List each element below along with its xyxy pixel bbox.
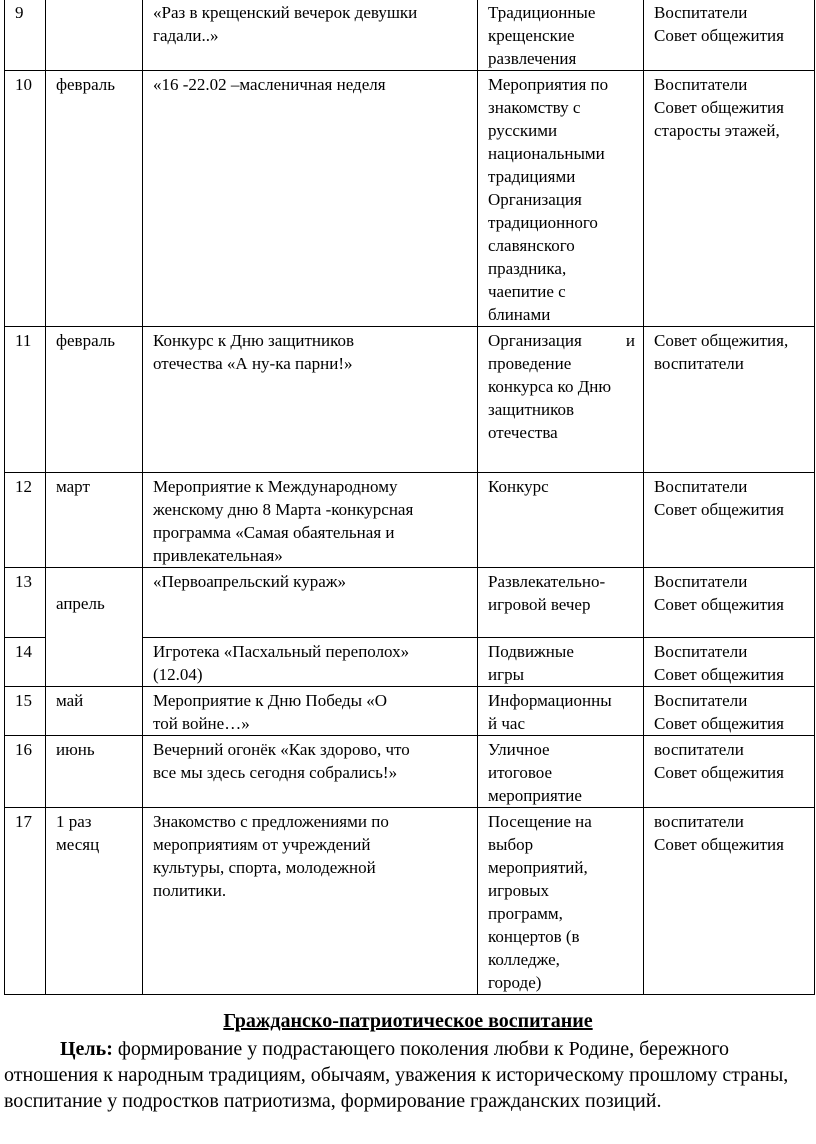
cell-line: русскими	[488, 121, 558, 140]
event-cell	[143, 687, 478, 736]
row-number: 12	[5, 473, 46, 568]
row-number: 10	[5, 71, 46, 327]
cell-line: городе)	[488, 973, 542, 992]
month-cell	[46, 0, 143, 71]
cell-line: знакомству с	[488, 98, 581, 117]
event-cell	[143, 568, 478, 638]
cell-line: Воспитатели	[654, 642, 748, 661]
cell-line: блинами	[488, 305, 551, 324]
cell-line: Воспитатели	[654, 3, 748, 22]
responsible-cell	[644, 687, 815, 736]
responsible-cell	[644, 568, 815, 638]
form-first-left: Организация	[488, 331, 582, 350]
cell-line: Мероприятие к Дню Победы «О	[153, 691, 388, 710]
responsible-cell	[644, 327, 815, 473]
cell-line: концертов (в	[488, 927, 580, 946]
row-number: 11	[5, 327, 46, 473]
cell-line: национальными	[488, 144, 605, 163]
cell-line: конкурса ко Дню	[488, 377, 612, 396]
cell-line: той войне…»	[153, 714, 250, 733]
cell-line: мероприятиям от учреждений	[153, 835, 371, 854]
form-cell	[478, 71, 644, 327]
cell-line: Совет общежития	[654, 763, 784, 782]
cell-line: игры	[488, 665, 524, 684]
month-label: апрель	[56, 594, 105, 613]
responsible-cell	[644, 71, 815, 327]
cell-line: Подвижные	[488, 642, 574, 661]
cell-line: Игротека «Пасхальный переполох»	[153, 642, 410, 661]
cell-line: «Первоапрельский кураж»	[153, 572, 346, 591]
cell-line: Традиционные	[488, 3, 596, 22]
cell-line: Знакомство с предложениями по	[153, 812, 389, 831]
civic-patriotic-section	[0, 1008, 816, 1114]
month-cell	[46, 808, 143, 995]
cell-line: колледже,	[488, 950, 560, 969]
section-heading: Гражданско-патриотическое воспитание	[223, 1010, 593, 1032]
cell-line: женскому дню 8 Марта -конкурсная	[153, 500, 414, 519]
form-first-line	[488, 329, 635, 352]
cell-line: Совет общежития	[654, 26, 784, 45]
responsible-cell	[644, 736, 815, 808]
table-row	[5, 687, 815, 736]
cell-line: 1 раз	[56, 812, 92, 831]
form-cell	[478, 473, 644, 568]
form-cell	[478, 736, 644, 808]
cell-line: традиционного	[488, 213, 598, 232]
cell-line: чаепитие с	[488, 282, 566, 301]
responsible-cell	[644, 0, 815, 71]
month-cell: февраль	[46, 327, 143, 473]
goal-paragraph	[4, 1036, 812, 1114]
cell-line: Организация	[488, 190, 582, 209]
cell-line: Конкурс	[488, 477, 549, 496]
cell-line: игровых	[488, 881, 550, 900]
cell-line: Совет общежития	[654, 665, 784, 684]
cell-line: воспитатели	[654, 354, 744, 373]
cell-line: «Раз в крещенский вечерок девушки	[153, 3, 418, 22]
cell-line: Мероприятия по	[488, 75, 609, 94]
cell-line: культуры, спорта, молодежной	[153, 858, 376, 877]
cell-line: проведение	[488, 354, 572, 373]
form-first-right: и	[625, 331, 635, 350]
cell-line: (12.04)	[153, 665, 203, 684]
cell-line: Совет общежития	[654, 714, 784, 733]
cell-line: Развлекательно-	[488, 572, 606, 591]
event-cell	[143, 327, 478, 473]
cell-line: отечества	[488, 423, 558, 442]
cell-line: «16 -22.02 –масленичная неделя	[153, 75, 386, 94]
cell-line: все мы здесь сегодня собрались!»	[153, 763, 398, 782]
cell-line: политики.	[153, 881, 227, 900]
month-cell: март	[46, 473, 143, 568]
cell-line: программа «Самая обаятельная и	[153, 523, 395, 542]
table-row	[5, 808, 815, 995]
cell-line: Воспитатели	[654, 691, 748, 710]
event-cell	[143, 638, 478, 687]
event-cell	[143, 808, 478, 995]
cell-line: традициями	[488, 167, 576, 186]
form-cell	[478, 0, 644, 71]
row-number: 14	[5, 638, 46, 687]
table-row	[5, 0, 815, 71]
responsible-cell	[644, 638, 815, 687]
cell-line: Мероприятие к Международному	[153, 477, 398, 496]
cell-line: месяц	[56, 835, 100, 854]
cell-line: привлекательная»	[153, 546, 283, 565]
cell-line: Вечерний огонёк «Как здорово, что	[153, 740, 410, 759]
event-cell	[143, 736, 478, 808]
cell-line: й час	[488, 714, 525, 733]
event-cell	[143, 473, 478, 568]
cell-line: праздника,	[488, 259, 567, 278]
cell-line: мероприятий,	[488, 858, 588, 877]
cell-line: Воспитатели	[654, 572, 748, 591]
cell-line: Совет общежития	[654, 500, 784, 519]
responsible-cell	[644, 473, 815, 568]
row-number: 15	[5, 687, 46, 736]
cell-line: Посещение на	[488, 812, 592, 831]
events-plan-table	[4, 0, 815, 995]
cell-line: развлечения	[488, 49, 577, 68]
form-cell	[478, 638, 644, 687]
row-number: 9	[5, 0, 46, 71]
cell-line: гадали..»	[153, 26, 219, 45]
cell-line: выбор	[488, 835, 534, 854]
cell-line: крещенские	[488, 26, 575, 45]
cell-line: отечества «А ну-ка парни!»	[153, 354, 353, 373]
cell-line: Совет общежития	[654, 595, 784, 614]
cell-line: Воспитатели	[654, 477, 748, 496]
form-cell	[478, 808, 644, 995]
cell-line: Конкурс к Дню защитников	[153, 331, 355, 350]
month-cell: февраль	[46, 71, 143, 327]
table-row	[5, 568, 815, 638]
table-row	[5, 473, 815, 568]
cell-line: воспитатели	[654, 740, 744, 759]
form-cell	[478, 687, 644, 736]
table-row	[5, 71, 815, 327]
cell-line: игровой вечер	[488, 595, 591, 614]
cell-line: Уличное	[488, 740, 550, 759]
event-cell	[143, 71, 478, 327]
event-cell	[143, 0, 478, 71]
cell-line: славянского	[488, 236, 575, 255]
row-number: 16	[5, 736, 46, 808]
month-cell: май	[46, 687, 143, 736]
responsible-cell	[644, 808, 815, 995]
form-cell	[478, 327, 644, 473]
month-cell: июнь	[46, 736, 143, 808]
cell-line: старосты этажей,	[654, 121, 780, 140]
row-number: 17	[5, 808, 46, 995]
cell-line: программ,	[488, 904, 563, 923]
row-number: 13	[5, 568, 46, 638]
cell-line: мероприятие	[488, 786, 582, 805]
goal-label: Цель:	[60, 1038, 113, 1060]
cell-line: Информационны	[488, 691, 612, 710]
goal-text: формирование у подрастающего поколения любви к Родине, бережного отношения к народным традициям, обычаям, уважения к историческому прошлому страны, воспитание у подростков патриотизма, формирование гражданских позиций.	[4, 1038, 789, 1112]
cell-line: итоговое	[488, 763, 553, 782]
cell-line: Воспитатели	[654, 75, 748, 94]
form-cell	[478, 568, 644, 638]
cell-line: воспитатели	[654, 812, 744, 831]
month-cell	[46, 568, 143, 687]
table-row	[5, 327, 815, 473]
cell-line: защитников	[488, 400, 574, 419]
cell-line: Совет общежития,	[654, 331, 789, 350]
cell-line: Совет общежития	[654, 835, 784, 854]
cell-line: Совет общежития	[654, 98, 784, 117]
table-row	[5, 736, 815, 808]
